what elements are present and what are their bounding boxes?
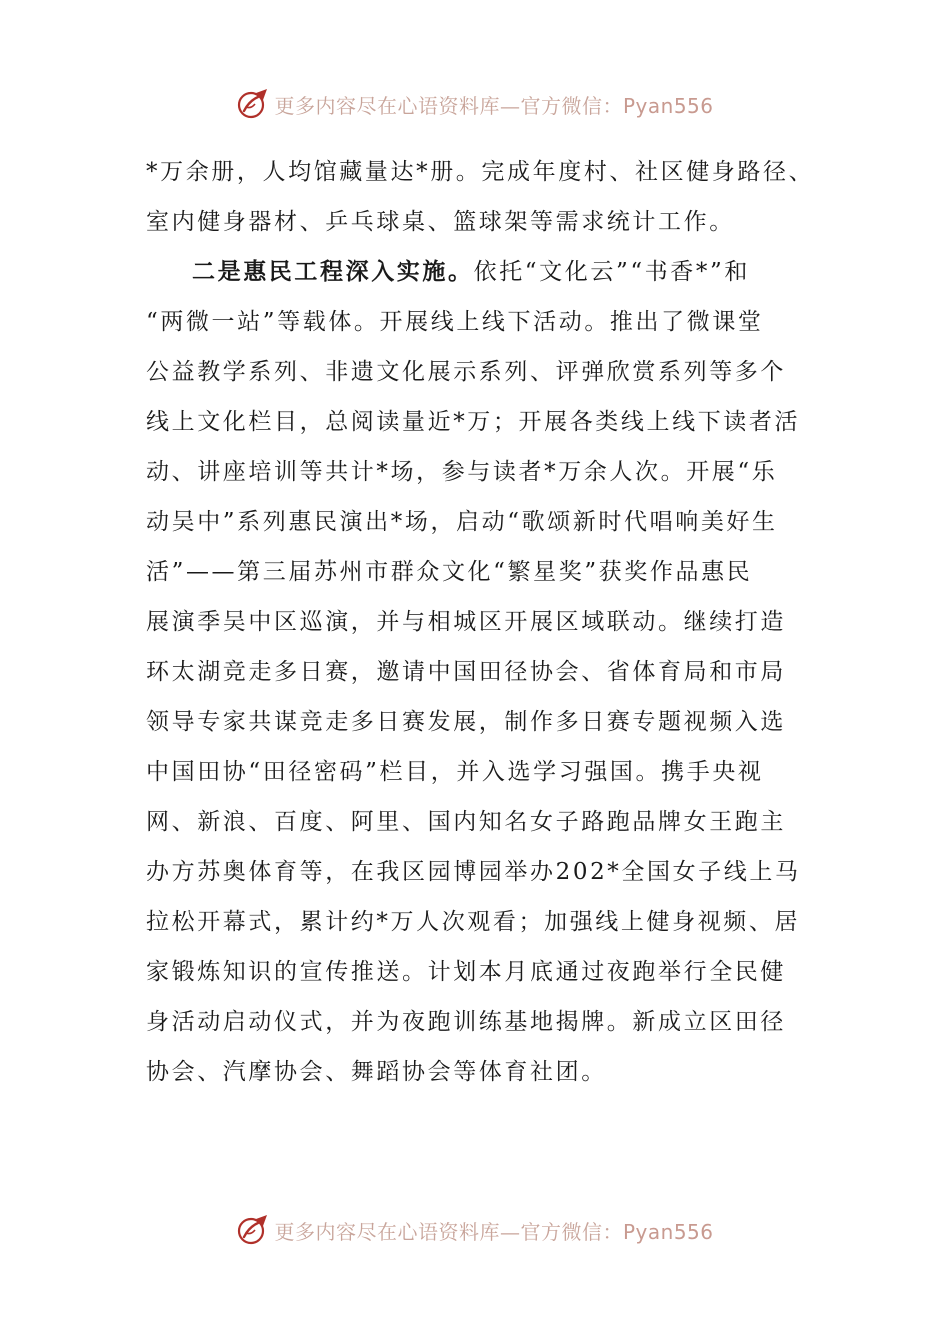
text-line: 中国田协“田径密码”栏目，并入选学习强国。携手央视 (146, 759, 764, 785)
pen-logo-icon (236, 87, 270, 121)
text-line: 拉松开幕式，累计约*万人次观看；加强线上健身视频、居 (146, 909, 801, 935)
watermark-text: 更多内容尽在心语资料库—官方微信：Pyan556 (274, 1219, 714, 1244)
heading-rest: 依托“文化云”“书香*”和 (473, 259, 750, 285)
text-line: 动吴中”系列惠民演出*场，启动“歌颂新时代唱响美好生 (146, 509, 778, 535)
text-line: 室内健身器材、乒乓球桌、篮球架等需求统计工作。 (146, 209, 735, 235)
text-line: 动、讲座培训等共计*场，参与读者*万余人次。开展“乐 (146, 459, 778, 485)
text-line: 家锻炼知识的宣传推送。计划本月底通过夜跑举行全民健 (146, 959, 786, 985)
paragraph-heading: 二是惠民工程深入实施。 (192, 258, 474, 285)
document-body (146, 147, 815, 1147)
paragraph-1 (146, 147, 815, 247)
watermark-text: 更多内容尽在心语资料库—官方微信：Pyan556 (274, 93, 714, 118)
text-line: 公益教学系列、非遗文化展示系列、评弹欣赏系列等多个 (146, 359, 786, 385)
text-line (146, 1097, 806, 1147)
text-line: 展演季吴中区巡演，并与相城区开展区域联动。继续打造 (146, 609, 786, 635)
text-line: 线上文化栏目，总阅读量近*万；开展各类线上线下读者活 (146, 409, 801, 435)
text-line: 协会、汽摩协会、舞蹈协会等体育社团。 (146, 1059, 607, 1085)
text-line: 活”——第三届苏州市群众文化“繁星奖”获奖作品惠民 (146, 559, 753, 585)
text-line: 领导专家共谋竞走多日赛发展，制作多日赛专题视频入选 (146, 709, 786, 735)
text-line: “两微一站”等载体。开展线上线下活动。推出了微课堂 (146, 309, 764, 335)
text-line: *万余册，人均馆藏量达*册。完成年度村、社区健身路径、 (146, 159, 815, 185)
text-line: 身活动启动仪式，并为夜跑训练基地揭牌。新成立区田径 (146, 1009, 786, 1035)
text-line-first (146, 247, 806, 297)
pen-logo-icon (236, 1213, 270, 1247)
watermark-footer (0, 1212, 950, 1248)
text-line: 环太湖竞走多日赛，邀请中国田径协会、省体育局和市局 (146, 659, 786, 685)
text-line: 办方苏奥体育等，在我区园博园举办202*全国女子线上马 (146, 859, 801, 885)
watermark-header (0, 86, 950, 122)
text-line: 网、新浪、百度、阿里、国内知名女子路跑品牌女王跑主 (146, 809, 786, 835)
paragraph-2 (146, 247, 806, 1147)
